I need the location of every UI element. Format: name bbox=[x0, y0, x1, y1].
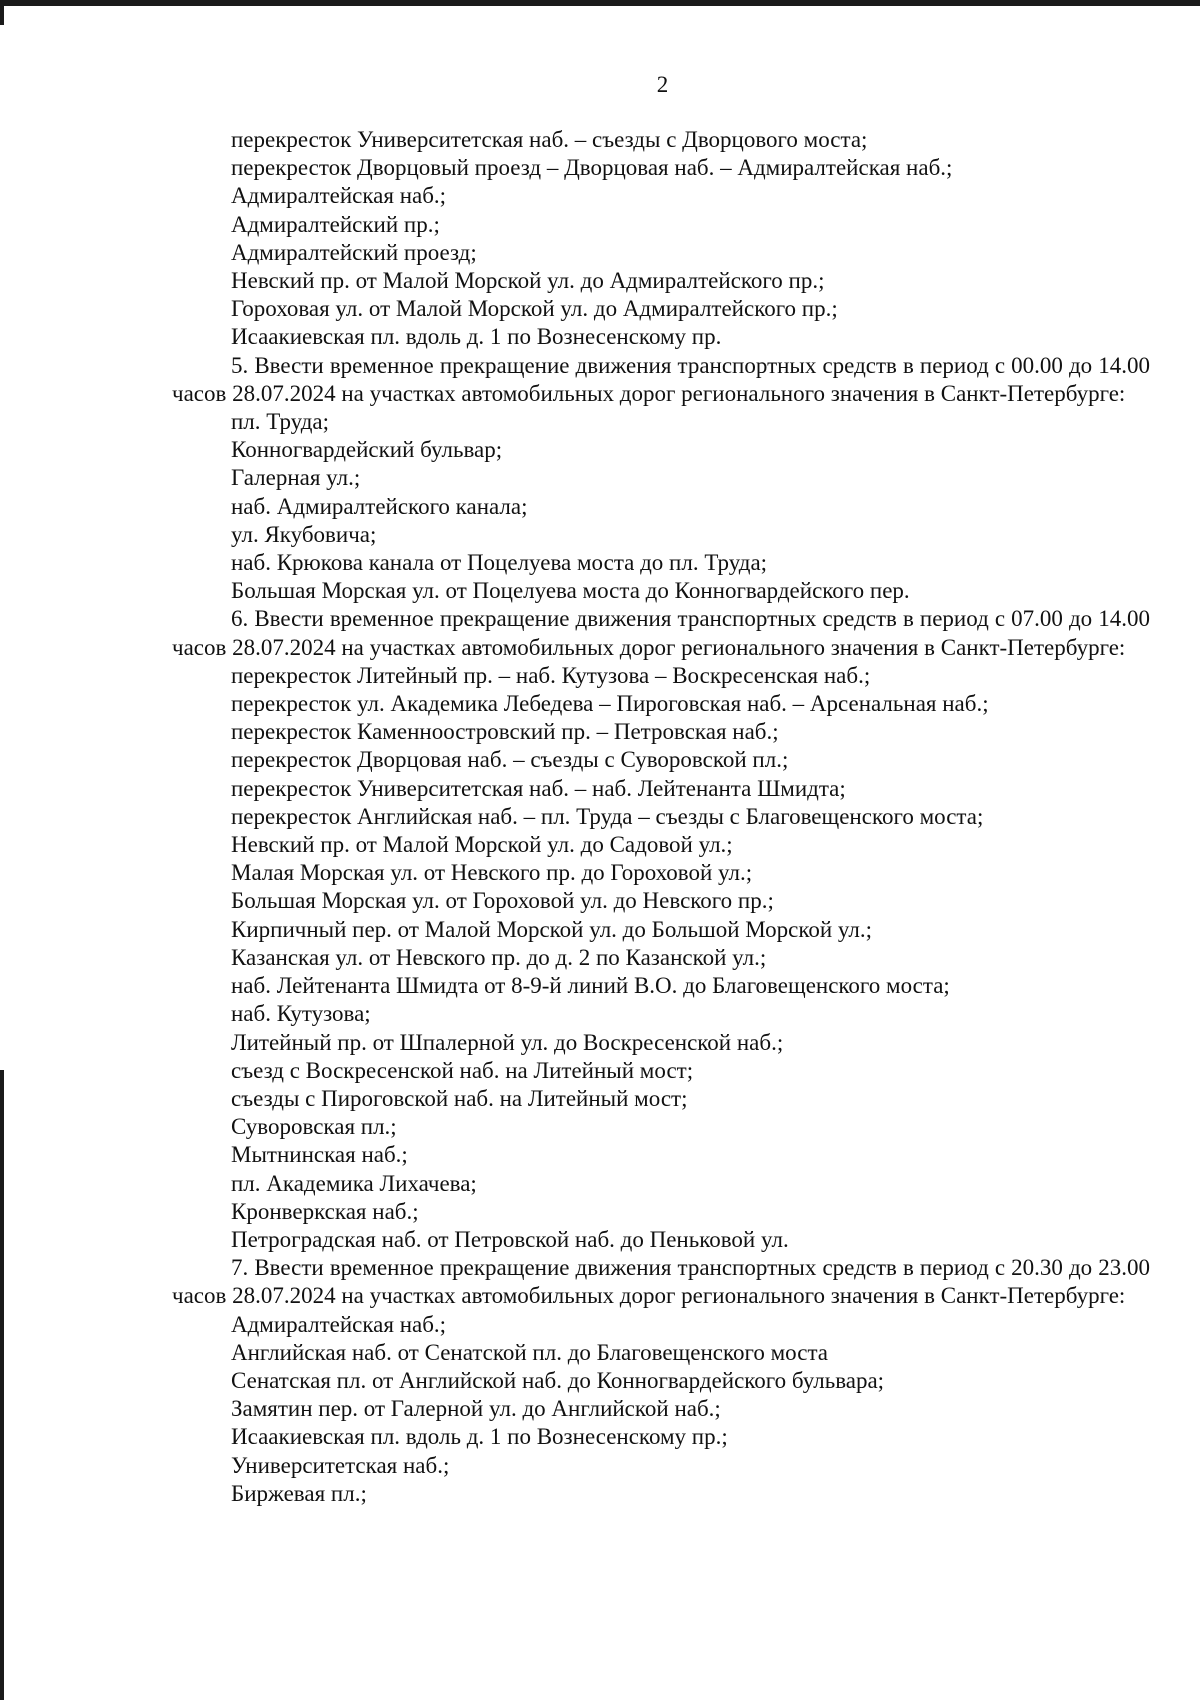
list-section-6 bbox=[172, 662, 1150, 1254]
list-item: Галерная ул.; bbox=[231, 465, 361, 491]
list-section-7 bbox=[172, 1311, 1150, 1508]
paragraph-7: 7. Ввести временное прекращение движения транспортных средств в период с 20.30 до 23.00 часов 28.07.2024 на участках автомобильных дорог регионального значения в Санкт-Петербурге: bbox=[172, 1255, 1150, 1309]
list-item: Малая Морская ул. от Невского пр. до Гороховой ул.; bbox=[231, 860, 753, 886]
list-item: Гороховая ул. от Малой Морской ул. до Адмиралтейского пр.; bbox=[231, 296, 838, 322]
list-item: Суворовская пл.; bbox=[231, 1114, 397, 1140]
list-item: Мытнинская наб.; bbox=[231, 1142, 408, 1168]
list-item: Кронверкская наб.; bbox=[231, 1198, 419, 1224]
list-item: Большая Морская ул. от Гороховой ул. до Невского пр.; bbox=[231, 888, 774, 914]
list-item: Адмиралтейская наб.; bbox=[231, 183, 447, 209]
list-item: Петроградская наб. от Петровской наб. до Пеньковой ул. bbox=[231, 1226, 789, 1252]
list-item: Адмиралтейский пр.; bbox=[231, 211, 440, 237]
list-item: Университетская наб.; bbox=[231, 1452, 450, 1478]
list-section-1 bbox=[172, 126, 1150, 352]
list-item: Невский пр. от Малой Морской ул. до Садовой ул.; bbox=[231, 832, 733, 858]
list-item: перекресток Английская наб. – пл. Труда – съезды с Благовещенского моста; bbox=[231, 803, 984, 829]
paragraph-5: 5. Ввести временное прекращение движения транспортных средств в период с 00.00 до 14.00 часов 28.07.2024 на участках автомобильных дорог регионального значения в Санкт-Петербурге: bbox=[172, 352, 1150, 406]
list-item: наб. Кутузова; bbox=[231, 1001, 371, 1027]
list-item: Исаакиевская пл. вдоль д. 1 по Вознесенскому пр.; bbox=[231, 1424, 728, 1450]
list-item: наб. Адмиралтейского канала; bbox=[231, 493, 528, 519]
list-item: Казанская ул. от Невского пр. до д. 2 по Казанской ул.; bbox=[231, 944, 767, 970]
list-item: пл. Труда; bbox=[231, 409, 330, 435]
list-item: ул. Якубовича; bbox=[231, 521, 377, 547]
list-item: Замятин пер. от Галерной ул. до Английской наб.; bbox=[231, 1396, 721, 1422]
list-item: перекресток Каменноостровский пр. – Петровская наб.; bbox=[231, 719, 779, 745]
list-item: перекресток Университетская наб. – съезды с Дворцового моста; bbox=[231, 127, 868, 152]
list-item: Английская наб. от Сенатской пл. до Благовещенского моста bbox=[231, 1339, 828, 1365]
page-number: 2 bbox=[656, 72, 669, 97]
list-item: Конногвардейский бульвар; bbox=[231, 437, 503, 463]
scan-border-top bbox=[0, 0, 1200, 6]
list-item: Невский пр. от Малой Морской ул. до Адмиралтейского пр.; bbox=[231, 268, 825, 294]
list-item: Адмиралтейский проезд; bbox=[231, 239, 477, 265]
list-item: Большая Морская ул. от Поцелуева моста до Конногвардейского пер. bbox=[231, 578, 910, 604]
list-item: Сенатская пл. от Английской наб. до Конногвардейского бульвара; bbox=[231, 1367, 885, 1393]
list-item: Биржевая пл.; bbox=[231, 1480, 367, 1506]
list-item: Исаакиевская пл. вдоль д. 1 по Вознесенскому пр. bbox=[231, 324, 722, 350]
list-item: наб. Крюкова канала от Поцелуева моста до пл. Труда; bbox=[231, 550, 768, 576]
list-item: наб. Лейтенанта Шмидта от 8-9-й линий В.О. до Благовещенского моста; bbox=[231, 973, 950, 999]
list-item: перекресток Дворцовый проезд – Дворцовая наб. – Адмиралтейская наб.; bbox=[231, 155, 953, 181]
scan-border-left-bottom bbox=[0, 1070, 4, 1700]
document-body bbox=[172, 126, 1150, 1508]
list-item: Адмиралтейская наб.; bbox=[231, 1311, 447, 1337]
list-item: перекресток ул. Академика Лебедева – Пироговская наб. – Арсенальная наб.; bbox=[231, 691, 989, 717]
list-item: Кирпичный пер. от Малой Морской ул. до Большой Морской ул.; bbox=[231, 916, 873, 942]
scan-border-left-top bbox=[0, 0, 4, 25]
list-item: Литейный пр. от Шпалерной ул. до Воскресенской наб.; bbox=[231, 1029, 784, 1055]
list-item: съезды с Пироговской наб. на Литейный мост; bbox=[231, 1085, 688, 1111]
list-item: перекресток Университетская наб. – наб. Лейтенанта Шмидта; bbox=[231, 775, 846, 801]
list-item: перекресток Дворцовая наб. – съезды с Суворовской пл.; bbox=[231, 747, 789, 773]
list-item: пл. Академика Лихачева; bbox=[231, 1170, 477, 1196]
paragraph-6: 6. Ввести временное прекращение движения транспортных средств в период с 07.00 до 14.00 часов 28.07.2024 на участках автомобильных дорог регионального значения в Санкт-Петербурге: bbox=[172, 606, 1150, 660]
list-section-5 bbox=[172, 408, 1150, 605]
list-item: перекресток Литейный пр. – наб. Кутузова – Воскресенская наб.; bbox=[231, 662, 871, 688]
list-item: съезд с Воскресенской наб. на Литейный мост; bbox=[231, 1057, 694, 1083]
